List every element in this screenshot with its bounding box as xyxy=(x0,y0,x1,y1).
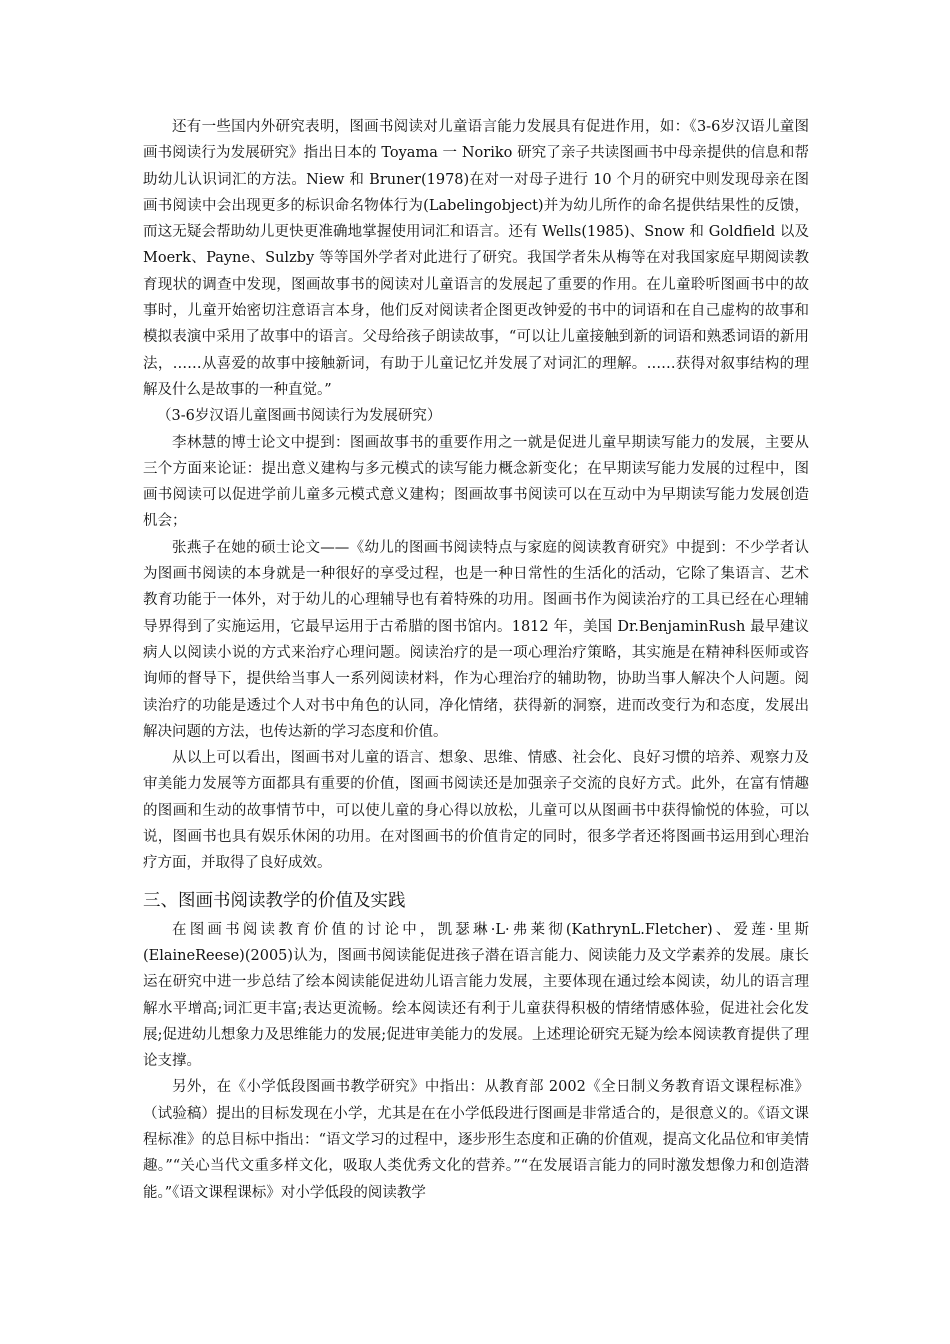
document-page xyxy=(143,114,809,1206)
section-heading: 三、图画书阅读教学的价值及实践 xyxy=(143,890,406,911)
paragraph-curriculum-standard: 另外，在《小学低段图画书教学研究》中指出：从教育部 2002《全日制义务教育语文课程标准》（试验稿）提出的目标发现在小学，尤其是在在小学低段进行图画是非常适合的，是很意义的。《语文课程标准》的总目标中指出：“语文学习的过程中，逐步形生态度和正确的价值观，提高文化品位和审美情趣。”“关心当代文重多样文化，吸取人类优秀文化的营养。”“在发展语言能力的同时激发想像力和创造潜能。”《语文课程课标》对小学低段的阅读教学 xyxy=(143,1079,809,1201)
citation-source: （3-6岁汉语儿童图画书阅读行为发展研究） xyxy=(157,408,442,425)
paragraph-li-linhui: 李林慧的博士论文中提到：图画故事书的重要作用之一就是促进儿童早期读写能力的发展，主要从三个方面来论证：提出意义建构与多元模式的读写能力概念新变化；在早期读写能力发展的过程中，图画书阅读可以促进学前儿童多元模式意义建构；图画故事书阅读可以在互动中为早期读写能力发展创造机会； xyxy=(143,434,809,530)
paragraph-research-language: 还有一些国内外研究表明，图画书阅读对儿童语言能力发展具有促进作用，如：《3-6岁汉语儿童图画书阅读行为发展研究》指出日本的 Toyama 一 Noriko 研究了亲子共读图画书中母亲提供的信息和帮助幼儿认识词汇的方法。Niew 和 Bruner(1978)在对一对母子进行 10 个月的研究中则发现母亲在图画书阅读中会出现更多的标识命名物体行为(Labelingobject)并为幼儿所作的命名提供结果性的反馈，而这无疑会帮助幼儿更快更准确地掌握使用词汇和语言。还有 Wells(1985)、Snow 和 Goldfield 以及 Moerk、Payne、Sulzby 等等国外学者对此进行了研究。我国学者朱从梅等在对我国家庭早期阅读教育现状的调查中发现，图画故事书的阅读对儿童语言的发展起了重要的作用。在儿童聆听图画书中的故事时，儿童开始密切注意语言本身，他们反对阅读者企图更改钟爱的书中的词语和在自己虚构的故事和模拟表演中采用了故事中的语言。父母给孩子朗读故事，“可以让儿童接触到新的词语和熟悉词语的新用法，……从喜爱的故事中接触新词，有助于儿童记忆并发展了对词汇的理解。……获得对叙事结构的理解及什么是故事的一种直觉。” xyxy=(143,119,809,398)
paragraph-zhang-yanzi: 张燕子在她的硕士论文——《幼儿的图画书阅读特点与家庭的阅读教育研究》中提到：不少学者认为图画书阅读的本身就是一种很好的享受过程，也是一种日常性的生活化的活动，它除了集语言、艺术教育功能于一体外，对于幼儿的心理辅导也有着特殊的功用。图画书作为阅读治疗的工具已经在心理辅导界得到了实施运用，它最早运用于古希腊的图书馆内。1812 年，美国 Dr.BenjaminRush 最早建议病人以阅读小说的方式来治疗心理问题。阅读治疗的是一项心理治疗策略，其实施是在精神科医师或咨询师的督导下，提供给当事人一系列阅读材料，作为心理治疗的辅助物，协助当事人解决个人问题。阅读治疗的功能是透过个人对书中角色的认同，净化情绪，获得新的洞察，进而改变行为和态度，发展出解决问题的方法，也传达新的学习态度和价值。 xyxy=(143,539,809,740)
paragraph-fletcher-reese: 在图画书阅读教育价值的讨论中，凯瑟琳·L·弗莱彻(KathrynL.Fletcher)、爱莲·里斯(ElaineReese)(2005)认为，图画书阅读能促进孩子潜在语言能力、阅读能力及文学素养的发展。康长运在研究中进一步总结了绘本阅读能促进幼儿语言能力发展，主要体现在通过绘本阅读，幼儿的语言理解水平增高;词汇更丰富;表达更流畅。绘本阅读还有利于儿童获得积极的情绪情感体验，促进社会化发展;促进幼儿想象力及思维能力的发展;促进审美能力的发展。上述理论研究无疑为绘本阅读教育提供了理论支撑。 xyxy=(143,921,809,1070)
paragraph-summary: 从以上可以看出，图画书对儿童的语言、想象、思维、情感、社会化、良好习惯的培养、观察力及审美能力发展等方面都具有重要的价值，图画书阅读还是加强亲子交流的良好方式。此外，在富有情趣的图画和生动的故事情节中，可以使儿童的身心得以放松，儿童可以从图画书中获得愉悦的体验，可以说，图画书也具有娱乐休闲的功用。在对图画书的价值肯定的同时，很多学者还将图画书运用到心理治疗方面，并取得了良好成效。 xyxy=(143,750,809,872)
